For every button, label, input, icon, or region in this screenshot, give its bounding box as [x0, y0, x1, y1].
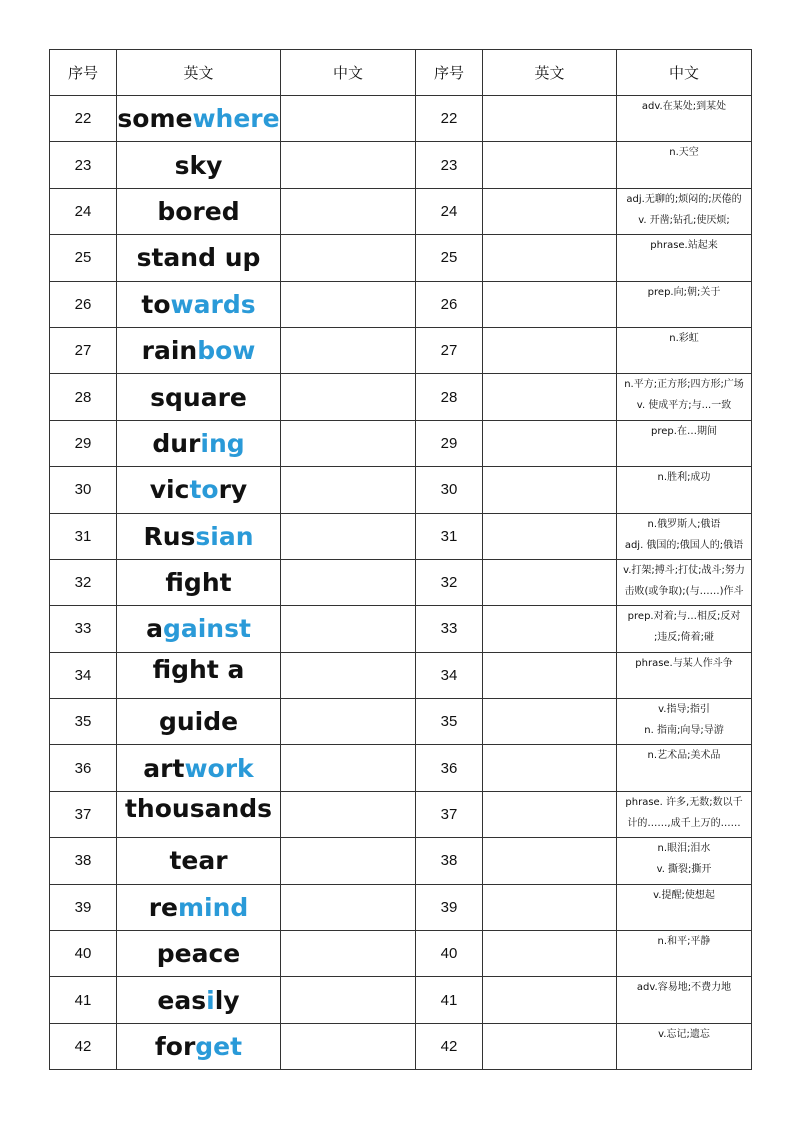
word-part-highlighted: wards — [170, 289, 256, 319]
word-part: vic — [149, 475, 190, 505]
table-body — [50, 96, 752, 1070]
english-word — [117, 420, 281, 466]
english-answer-blank — [483, 188, 617, 234]
english-word — [117, 652, 281, 698]
chinese-meaning — [617, 420, 752, 466]
chinese-answer-blank — [281, 1023, 416, 1069]
word-part: fight a — [152, 654, 245, 684]
meaning-line: n.和平;平静 — [657, 936, 711, 948]
header-chinese-left: 中文 — [281, 50, 416, 96]
chinese-meaning — [617, 374, 752, 420]
word-part-highlighted: get — [195, 1032, 243, 1061]
chinese-meaning — [617, 513, 752, 559]
header-row — [50, 50, 752, 96]
chinese-meaning — [617, 791, 752, 837]
english-answer-blank — [483, 467, 617, 513]
row-number-left: 26 — [50, 281, 117, 327]
table-row — [50, 513, 752, 559]
row-number-right: 42 — [416, 1023, 483, 1069]
chinese-answer-blank — [281, 327, 416, 373]
english-word — [117, 884, 281, 930]
row-number-left: 37 — [50, 791, 117, 837]
table-row — [50, 931, 752, 977]
word-part: art — [143, 753, 185, 783]
word-part: square — [150, 382, 247, 412]
english-answer-blank — [483, 513, 617, 559]
meaning-line: n.俄罗斯人;俄语 — [647, 518, 721, 530]
chinese-answer-blank — [281, 374, 416, 420]
meaning-line: v.指导;指引 — [658, 704, 710, 716]
chinese-answer-blank — [281, 838, 416, 884]
chinese-answer-blank — [281, 420, 416, 466]
chinese-meaning — [617, 188, 752, 234]
english-answer-blank — [483, 96, 617, 142]
word-part: a — [146, 614, 163, 644]
meaning-line: adv.容易地;不费力地 — [636, 982, 732, 994]
english-answer-blank — [483, 420, 617, 466]
meaning-line: n.天空 — [669, 147, 699, 159]
row-number-left: 32 — [50, 559, 117, 605]
table-row — [50, 652, 752, 698]
row-number-left: 24 — [50, 188, 117, 234]
chinese-meaning — [617, 235, 752, 281]
english-word — [117, 838, 281, 884]
chinese-answer-blank — [281, 606, 416, 652]
english-answer-blank — [483, 281, 617, 327]
row-number-right: 36 — [416, 745, 483, 791]
word-part-highlighted: ing — [200, 428, 245, 458]
english-word — [117, 699, 281, 745]
row-number-left: 40 — [50, 931, 117, 977]
english-word — [117, 235, 281, 281]
english-word — [117, 142, 281, 188]
english-word — [117, 513, 281, 559]
word-part: for — [154, 1032, 196, 1061]
row-number-right: 30 — [416, 467, 483, 513]
word-part: peace — [156, 939, 241, 969]
row-number-right: 35 — [416, 699, 483, 745]
english-word — [117, 977, 281, 1023]
row-number-left: 27 — [50, 327, 117, 373]
meaning-line: n.平方;正方形;四方形;广场 — [624, 379, 744, 391]
meaning-line: n.艺术品;美术品 — [647, 750, 721, 762]
english-word — [117, 1023, 281, 1069]
english-answer-blank — [483, 977, 617, 1023]
vocabulary-table — [49, 49, 752, 1070]
word-part: dur — [152, 428, 201, 458]
chinese-meaning — [617, 745, 752, 791]
meaning-line: prep.对着;与…相反;反对 — [627, 611, 741, 623]
row-number-right: 34 — [416, 652, 483, 698]
chinese-meaning — [617, 931, 752, 977]
chinese-answer-blank — [281, 931, 416, 977]
meaning-line: n. 指南;向导;导游 — [644, 725, 724, 737]
word-part: eas — [157, 985, 207, 1015]
row-number-right: 23 — [416, 142, 483, 188]
row-number-right: 25 — [416, 235, 483, 281]
row-number-right: 38 — [416, 838, 483, 884]
chinese-answer-blank — [281, 699, 416, 745]
meaning-line: v. 撕裂;撕开 — [656, 864, 712, 876]
chinese-meaning — [617, 281, 752, 327]
english-answer-blank — [483, 1023, 617, 1069]
table-row — [50, 559, 752, 605]
english-answer-blank — [483, 142, 617, 188]
word-part-highlighted: bow — [197, 336, 256, 366]
chinese-answer-blank — [281, 467, 416, 513]
chinese-answer-blank — [281, 513, 416, 559]
row-number-right: 29 — [416, 420, 483, 466]
word-part: ly — [214, 985, 240, 1015]
row-number-left: 33 — [50, 606, 117, 652]
chinese-answer-blank — [281, 652, 416, 698]
english-word — [117, 467, 281, 513]
word-part-highlighted: i — [206, 985, 215, 1015]
meaning-line: v.忘记;遗忘 — [658, 1028, 710, 1040]
chinese-meaning — [617, 838, 752, 884]
word-part: ry — [218, 475, 248, 505]
word-part: fight — [165, 568, 232, 598]
meaning-line: n.彩虹 — [669, 332, 699, 344]
meaning-line: phrase.站起来 — [650, 240, 718, 252]
table-row — [50, 188, 752, 234]
row-number-left: 25 — [50, 235, 117, 281]
chinese-answer-blank — [281, 559, 416, 605]
table-row — [50, 791, 752, 837]
chinese-answer-blank — [281, 188, 416, 234]
row-number-left: 28 — [50, 374, 117, 420]
english-word — [117, 96, 281, 142]
word-part: thousands — [124, 793, 273, 823]
meaning-line: v.打架;搏斗;打仗;战斗;努力 — [623, 564, 745, 576]
row-number-left: 34 — [50, 652, 117, 698]
chinese-answer-blank — [281, 281, 416, 327]
table-row — [50, 1023, 752, 1069]
english-word — [117, 188, 281, 234]
english-answer-blank — [483, 559, 617, 605]
word-part-highlighted: work — [184, 753, 254, 783]
meaning-line: n.胜利;成功 — [657, 472, 711, 484]
word-part: guide — [158, 707, 239, 737]
english-word — [117, 327, 281, 373]
table-row — [50, 420, 752, 466]
row-number-left: 36 — [50, 745, 117, 791]
english-answer-blank — [483, 652, 617, 698]
row-number-right: 37 — [416, 791, 483, 837]
meaning-line: ;违反;倚着;碰 — [653, 632, 715, 644]
meaning-line: v.提醒;使想起 — [653, 889, 715, 901]
english-answer-blank — [483, 791, 617, 837]
row-number-left: 38 — [50, 838, 117, 884]
english-answer-blank — [483, 235, 617, 281]
row-number-left: 39 — [50, 884, 117, 930]
meaning-line: adj. 俄国的;俄国人的;俄语 — [624, 539, 744, 551]
table-row — [50, 838, 752, 884]
header-number-left: 序号 — [50, 50, 117, 96]
table-row — [50, 142, 752, 188]
chinese-meaning — [617, 327, 752, 373]
chinese-answer-blank — [281, 745, 416, 791]
english-answer-blank — [483, 931, 617, 977]
row-number-right: 41 — [416, 977, 483, 1023]
meaning-line: adv.在某处;到某处 — [641, 101, 727, 112]
english-word — [117, 374, 281, 420]
chinese-meaning — [617, 699, 752, 745]
english-answer-blank — [483, 327, 617, 373]
row-number-right: 39 — [416, 884, 483, 930]
table-row — [50, 606, 752, 652]
word-part: Rus — [143, 521, 196, 551]
row-number-left: 41 — [50, 977, 117, 1023]
word-part: rain — [141, 336, 198, 366]
row-number-left: 22 — [50, 96, 117, 142]
english-word — [117, 606, 281, 652]
row-number-left: 29 — [50, 420, 117, 466]
chinese-meaning — [617, 96, 752, 142]
chinese-meaning — [617, 559, 752, 605]
row-number-left: 23 — [50, 142, 117, 188]
english-answer-blank — [483, 699, 617, 745]
table-row — [50, 699, 752, 745]
table-row — [50, 327, 752, 373]
word-part: re — [148, 892, 178, 922]
word-part-highlighted: gainst — [162, 614, 251, 644]
english-answer-blank — [483, 374, 617, 420]
meaning-line: phrase.与某人作斗争 — [635, 657, 733, 669]
word-part-highlighted: sian — [195, 521, 254, 551]
chinese-meaning — [617, 652, 752, 698]
chinese-meaning — [617, 1023, 752, 1069]
table-header — [50, 50, 752, 96]
chinese-answer-blank — [281, 977, 416, 1023]
row-number-right: 27 — [416, 327, 483, 373]
row-number-right: 32 — [416, 559, 483, 605]
word-part: stand up — [136, 243, 261, 273]
word-part: tear — [169, 846, 228, 876]
header-number-right: 序号 — [416, 50, 483, 96]
table-row — [50, 884, 752, 930]
header-english-left: 英文 — [117, 50, 281, 96]
meaning-line: n.眼泪;泪水 — [657, 843, 711, 855]
header-chinese-right: 中文 — [617, 50, 752, 96]
english-word — [117, 281, 281, 327]
row-number-left: 42 — [50, 1023, 117, 1069]
table-row — [50, 745, 752, 791]
meaning-line: v. 使成平方;与...一致 — [636, 400, 732, 412]
row-number-right: 24 — [416, 188, 483, 234]
table-row — [50, 281, 752, 327]
table-row — [50, 977, 752, 1023]
row-number-right: 40 — [416, 931, 483, 977]
row-number-right: 26 — [416, 281, 483, 327]
row-number-left: 30 — [50, 467, 117, 513]
row-number-right: 31 — [416, 513, 483, 559]
table-row — [50, 235, 752, 281]
chinese-answer-blank — [281, 884, 416, 930]
english-answer-blank — [483, 606, 617, 652]
meaning-line: phrase. 许多,无数;数以千 — [625, 796, 743, 808]
row-number-left: 31 — [50, 513, 117, 559]
word-part-highlighted: where — [192, 104, 280, 134]
header-english-right: 英文 — [483, 50, 617, 96]
english-answer-blank — [483, 884, 617, 930]
chinese-answer-blank — [281, 791, 416, 837]
english-word — [117, 745, 281, 791]
meaning-line: v. 开凿;钻孔;使厌烦; — [638, 214, 730, 226]
english-word — [117, 559, 281, 605]
table-row — [50, 467, 752, 513]
meaning-line: prep.在…期间 — [651, 425, 717, 437]
meaning-line: prep.向;朝;关于 — [647, 286, 721, 298]
row-number-right: 33 — [416, 606, 483, 652]
table-row — [50, 374, 752, 420]
word-part: sky — [174, 150, 223, 180]
row-number-left: 35 — [50, 699, 117, 745]
meaning-line: adj.无聊的;烦闷的;厌倦的 — [626, 193, 742, 205]
meaning-line: 击败(或争取);(与……)作斗 — [624, 585, 744, 597]
word-part: bored — [157, 196, 240, 226]
english-word — [117, 791, 281, 837]
english-word — [117, 931, 281, 977]
row-number-right: 22 — [416, 96, 483, 142]
chinese-answer-blank — [281, 96, 416, 142]
chinese-meaning — [617, 977, 752, 1023]
chinese-answer-blank — [281, 235, 416, 281]
chinese-answer-blank — [281, 142, 416, 188]
chinese-meaning — [617, 467, 752, 513]
meaning-line: 计的……,成千上万的…… — [627, 817, 741, 829]
word-part-highlighted: mind — [177, 892, 249, 922]
word-part: to — [141, 289, 171, 319]
english-answer-blank — [483, 745, 617, 791]
chinese-meaning — [617, 142, 752, 188]
table-row — [50, 96, 752, 142]
word-part-highlighted: to — [189, 475, 219, 505]
chinese-meaning — [617, 606, 752, 652]
row-number-right: 28 — [416, 374, 483, 420]
word-part: some — [117, 104, 193, 134]
english-answer-blank — [483, 838, 617, 884]
chinese-meaning — [617, 884, 752, 930]
